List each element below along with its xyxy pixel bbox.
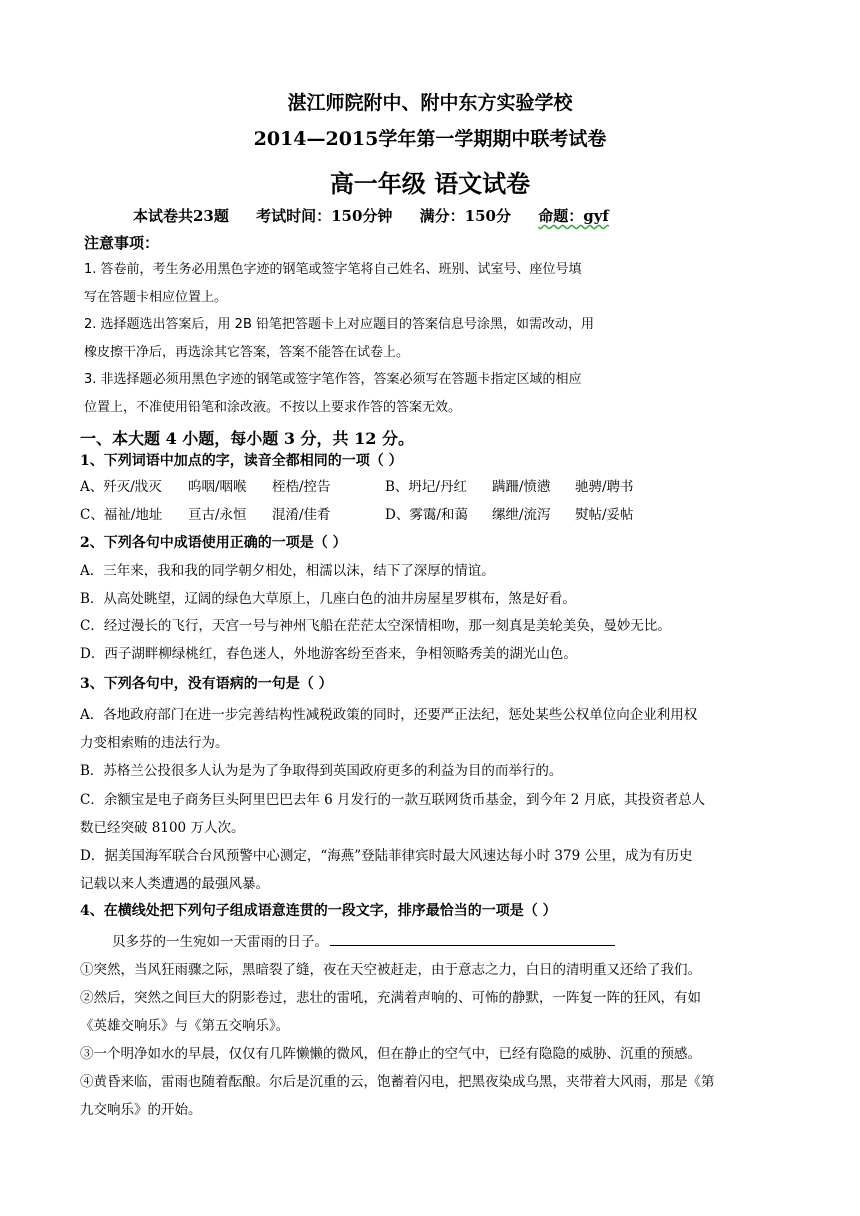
question-4-sentence: ③一个明净如水的早晨，仅仅有几阵懒懒的微风，但在静止的空气中，已经有隐隐的威胁、沉重的预感。: [80, 1046, 701, 1062]
note-line: 写在答题卡相应位置上。: [84, 290, 228, 305]
question-3-line: C．余额宝是电子商务巨头阿里巴巴去年 6 月发行的一款互联网货币基金，到今年 2 月底，其投资者总人: [80, 792, 706, 808]
question-3-line: 数已经突破 8100 万人次。: [80, 820, 245, 836]
question-3-line: A．各地政府部门在进一步完善结构性减税政策的同时，还要严正法纪，惩处某些公权单位向企业利用权: [80, 707, 698, 723]
option-item: 呜咽/咽喉: [188, 479, 247, 495]
exam-time: 考试时间：150分钟: [256, 207, 393, 225]
exam-title: 2014—2015学年第一学期期中联考试卷: [253, 128, 607, 150]
question-3-stem: 3、下列各句中，没有语病的一句是（ ）: [80, 676, 333, 692]
note-line: 橡皮擦干净后，再选涂其它答案，答案不能答在试卷上。: [84, 345, 410, 360]
option-item: A、歼灭/戕灭: [80, 479, 162, 495]
subject-title: 高一年级 语文试卷: [329, 169, 531, 198]
question-4-sentence: 《英雄交响乐》与《第五交响乐》。: [80, 1018, 290, 1034]
question-4-sentence: ①突然，当风狂雨骤之际，黑暗裂了缝，夜在天空被赶走，由于意志之力，白日的清明重又还给了我们。: [80, 962, 701, 978]
question-2-stem: 2、下列各句中成语使用正确的一项是（ ）: [80, 535, 347, 551]
school-title: 湛江师院附中、附中东方实验学校: [287, 92, 573, 114]
option-item: C、福祉/地址: [80, 507, 163, 523]
question-3-line: 记载以来人类遭遇的最强风暴。: [80, 876, 269, 892]
section-heading: 一、本大题 4 小题，每小题 3 分，共 12 分。: [80, 429, 414, 448]
intro-text: 贝多芬的一生宛如一天雷雨的日子。: [112, 934, 328, 950]
option-item: 驰骋/聘书: [575, 479, 634, 495]
option-item: 混淆/佳肴: [272, 507, 331, 523]
question-4-sentence: 九交响乐》的开始。: [80, 1102, 202, 1118]
author: 命题：gyf: [538, 207, 609, 225]
note-line: 2. 选择题选出答案后，用 2B 铅笔把答题卡上对应题目的答案信息号涂黑，如需改动，用: [84, 317, 594, 332]
full-score: 满分：150分: [419, 207, 511, 225]
note-line: 3. 非选择题必须用黑色字迹的钢笔或签字笔作答，答案必须写在答题卡指定区域的相应: [84, 372, 582, 387]
option-item: D、雾霭/和蔼: [385, 507, 468, 523]
question-4-stem: 4、在横线处把下列句子组成语意连贯的一段文字，排序最恰当的一项是（ ）: [80, 903, 557, 919]
exam-info: [133, 205, 631, 226]
question-3-line: D．据美国海军联合台风预警中心测定，“海燕”登陆菲律宾时最大风速达每小时 379 公里，成为有历史: [80, 848, 693, 864]
notes-heading: 注意事项：: [84, 234, 160, 252]
option-item: 桎梏/控告: [272, 479, 331, 495]
question-3-line: B．苏格兰公投很多人认为是为了争取得到英国政府更多的利益为目的而举行的。: [80, 763, 563, 779]
note-line: 1. 答卷前，考生务必用黑色字迹的钢笔或签字笔将自己姓名、班别、试室号、座位号填: [84, 262, 582, 277]
option-item: 蹒跚/愤懑: [492, 479, 551, 495]
question-4-sentence: ④黄昏来临，雷雨也随着酝酿。尔后是沉重的云，饱蓄着闪电，把黑夜染成乌黑，夹带着大风雨，那是《第: [80, 1074, 715, 1090]
option-item: 缧绁/流泻: [492, 507, 551, 523]
answer-blank: [330, 931, 615, 946]
question-4-sentence: ②然后，突然之间巨大的阴影卷过，悲壮的雷吼，充满着声响的、可怖的静默，一阵复一阵的狂风，有如: [80, 990, 701, 1006]
question-2-option-a: A．三年来，我和我的同学朝夕相处，相濡以沫，结下了深厚的情谊。: [80, 563, 495, 579]
question-count: 本试卷共23题: [133, 207, 229, 225]
question-3-line: 力变相索贿的违法行为。: [80, 735, 229, 751]
option-item: 亘古/永恒: [188, 507, 247, 523]
option-item: B、坍圮/丹红: [385, 479, 467, 495]
question-4-intro: [112, 930, 615, 950]
question-1-stem: 1、下列词语中加点的字，读音全都相同的一项（ ）: [80, 453, 403, 469]
note-line: 位置上，不准使用铅笔和涂改液。不按以上要求作答的答案无效。: [84, 400, 462, 415]
option-item: 熨帖/妥帖: [575, 507, 634, 523]
question-2-option-d: D．西子湖畔柳绿桃红，春色迷人，外地游客纷至沓来，争相领略秀美的湖光山色。: [80, 646, 577, 662]
question-2-option-c: C．经过漫长的飞行，天宫一号与神州飞船在茫茫太空深情相吻，那一刻真是美轮美奂，曼妙无比。: [80, 618, 671, 634]
question-2-option-b: B．从高处眺望，辽阔的绿色大草原上，几座白色的油井房屋星罗棋布，煞是好看。: [80, 591, 576, 607]
